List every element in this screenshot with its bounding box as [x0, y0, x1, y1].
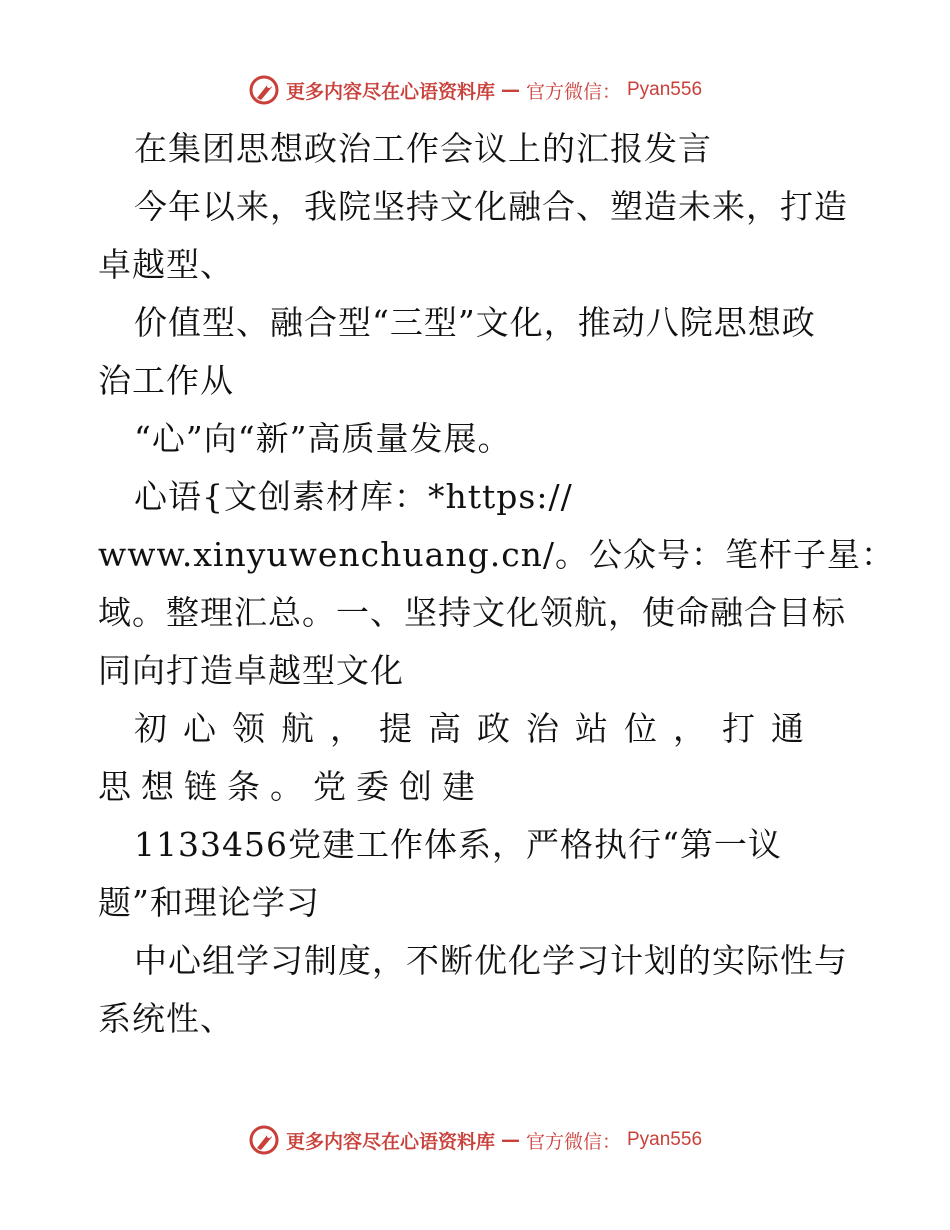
paragraph-line: 思想链条。党委创建 — [98, 767, 485, 806]
watermark-separator: — — [500, 79, 520, 101]
watermark-wechat-label: 官方微信： — [525, 80, 621, 103]
paragraph-line: 1133456党建工作体系，严格执行“第一议 — [134, 825, 782, 864]
paragraph-line: 卓越型、 — [98, 245, 234, 284]
watermark-brand-text: 更多内容尽在心语资料库 — [285, 80, 495, 103]
document-title-line: 在集团思想政治工作会议上的汇报发言 — [134, 129, 712, 168]
pen-nib-logo-icon — [248, 1124, 280, 1156]
paragraph-line: 初心领航，提高政治站位，打通 — [134, 709, 820, 748]
paragraph-line: 今年以来，我院坚持文化融合、塑造未来，打造 — [134, 187, 848, 226]
watermark-wechat-label: 官方微信： — [525, 1130, 621, 1153]
watermark-separator: — — [500, 1129, 520, 1151]
paragraph-line: 中心组学习制度，不断优化学习计划的实际性与 — [134, 941, 848, 980]
paragraph-line: 域。整理汇总。一、坚持文化领航，使命融合目标 — [98, 593, 846, 632]
paragraph-line: “心”向“新”高质量发展。 — [134, 419, 512, 458]
footer-watermark — [0, 1124, 950, 1156]
paragraph-line: 题”和理论学习 — [98, 883, 320, 922]
paragraph-line: 系统性、 — [98, 999, 234, 1038]
paragraph-line: 价值型、融合型“三型”文化，推动八院思想政 — [134, 303, 816, 342]
header-watermark — [0, 74, 950, 106]
watermark-brand-text: 更多内容尽在心语资料库 — [285, 1130, 495, 1153]
paragraph-line: 心语{文创素材库：*https:// — [134, 477, 573, 516]
pen-nib-logo-icon — [248, 74, 280, 106]
document-body — [98, 120, 896, 1048]
paragraph-line: www.xinyuwenchuang.cn/。公众号：笔杆子星： — [98, 535, 896, 574]
watermark-wechat-id: Pyan556 — [627, 1129, 703, 1150]
watermark-wechat-id: Pyan556 — [627, 79, 703, 100]
paragraph-line: 同向打造卓越型文化 — [98, 651, 404, 690]
paragraph-line: 治工作从 — [98, 361, 234, 400]
